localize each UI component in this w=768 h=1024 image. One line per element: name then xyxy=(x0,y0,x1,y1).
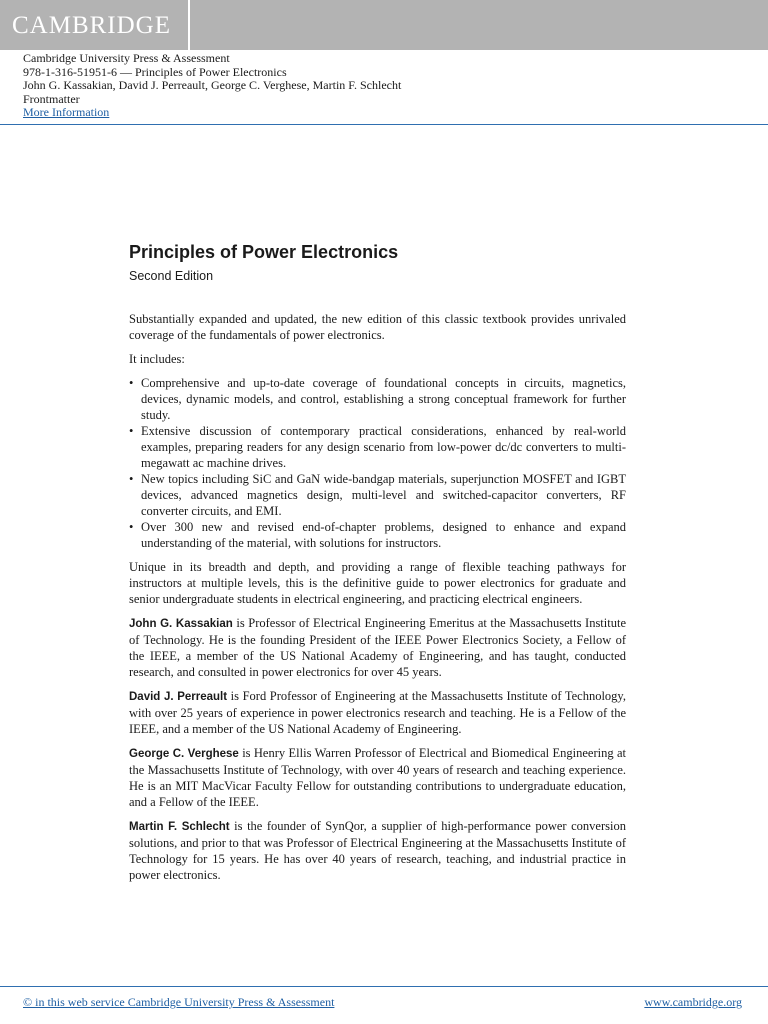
book-edition: Second Edition xyxy=(129,269,214,283)
list-item xyxy=(129,471,626,519)
bullet-icon: • xyxy=(129,472,134,486)
includes-label: It includes: xyxy=(129,352,185,366)
list-item-text: New topics including SiC and GaN wide-bandgap materials, superjunction MOSFET and IGBT devices, advanced magnetics design, multi-level and switched-capacitor converters, RF converter circuits, and EMI. xyxy=(141,472,626,518)
author-name: David J. Perreault xyxy=(129,691,228,703)
bullet-icon: • xyxy=(129,376,134,390)
book-description xyxy=(129,241,626,883)
intro-paragraph: Substantially expanded and updated, the new edition of this classic textbook provides unrivaled coverage of the fundamentals of power electronics. xyxy=(129,312,626,342)
cambridge-site-link[interactable]: www.cambridge.org xyxy=(644,995,742,1009)
book-title: Principles of Power Electronics xyxy=(129,242,399,262)
author-bio xyxy=(129,745,626,810)
bullet-icon: • xyxy=(129,424,134,438)
copyright-link[interactable]: © in this web service Cambridge University Press & Assessment xyxy=(23,995,335,1009)
logo-text: CAMBRIDGE xyxy=(12,12,172,39)
summary-paragraph: Unique in its breadth and depth, and providing a range of flexible teaching pathways for instructors at multiple levels, this is the definitive guide to power electronics for graduate and senior undergraduate students in electrical engineering, and practicing electrical engineers. xyxy=(129,560,626,606)
bullet-icon: • xyxy=(129,520,134,534)
isbn-title-line: 978-1-316-51951-6 — Principles of Power Electronics xyxy=(23,64,287,79)
author-bio xyxy=(129,688,626,737)
author-bio-text: is the founder of SynQor, a supplier of high-performance power conversion solutions, and prior to that was Professor of Electrical Engineering at the Massachusetts Institute of Technology for 15 years. He has over 40 years of research, teaching, and industrial practice in power electronics. xyxy=(129,819,626,882)
cambridge-logo[interactable] xyxy=(0,0,190,50)
header-divider xyxy=(0,124,768,125)
list-item xyxy=(129,375,626,423)
author-bio-text: is Ford Professor of Engineering at the Massachusetts Institute of Technology, with over 25 years of experience in power electronics research and teaching. He is a Fellow of the IEEE, and a member of the US National Academy of Engineering. xyxy=(129,689,626,736)
author-bio-text: is Henry Ellis Warren Professor of Electrical and Biomedical Engineering at the Massachusetts Institute of Technology, with over 40 years of research and teaching experience. He is an MIT MacVicar Faculty Fellow for outstanding contributions to undergraduate education, and a Fellow of the IEEE. xyxy=(129,746,627,809)
list-item xyxy=(129,519,626,551)
more-information-link[interactable]: More Information xyxy=(23,105,110,119)
list-item-text: Over 300 new and revised end-of-chapter problems, designed to enhance and expand understanding of the material, with solutions for instructors. xyxy=(141,520,626,550)
authors-line: John G. Kassakian, David J. Perreault, George C. Verghese, Martin F. Schlecht xyxy=(23,78,402,92)
author-bio xyxy=(129,615,626,680)
author-name: George C. Verghese xyxy=(129,748,239,760)
author-name: John G. Kassakian xyxy=(129,618,233,630)
author-bio-text: is Professor of Electrical Engineering Emeritus at the Massachusetts Institute of Technology. He is the founding President of the IEEE Power Electronics Society, a Fellow of the IEEE, a member of the US National Academy of Engineering, and has taught, conducted research, and consulted in power electronics for over 45 years. xyxy=(129,616,626,679)
author-name: Martin F. Schlecht xyxy=(129,821,230,833)
book-metadata xyxy=(23,52,743,120)
footer-divider xyxy=(0,986,768,987)
list-item xyxy=(129,423,626,471)
author-bio xyxy=(129,818,626,883)
list-item-text: Comprehensive and up-to-date coverage of foundational concepts in circuits, magnetics, devices, dynamic models, and control, establishing a strong conceptual framework for further study. xyxy=(141,376,626,422)
publisher-line: Cambridge University Press & Assessment xyxy=(23,51,230,65)
list-item-text: Extensive discussion of contemporary practical considerations, enhanced by real-world examples, preparing readers for any design scenario from low-power dc/dc converters to multi-megawatt ac machine drives. xyxy=(141,424,626,470)
feature-list xyxy=(129,375,626,551)
header-band xyxy=(0,0,768,50)
section-line: Frontmatter xyxy=(23,91,80,106)
